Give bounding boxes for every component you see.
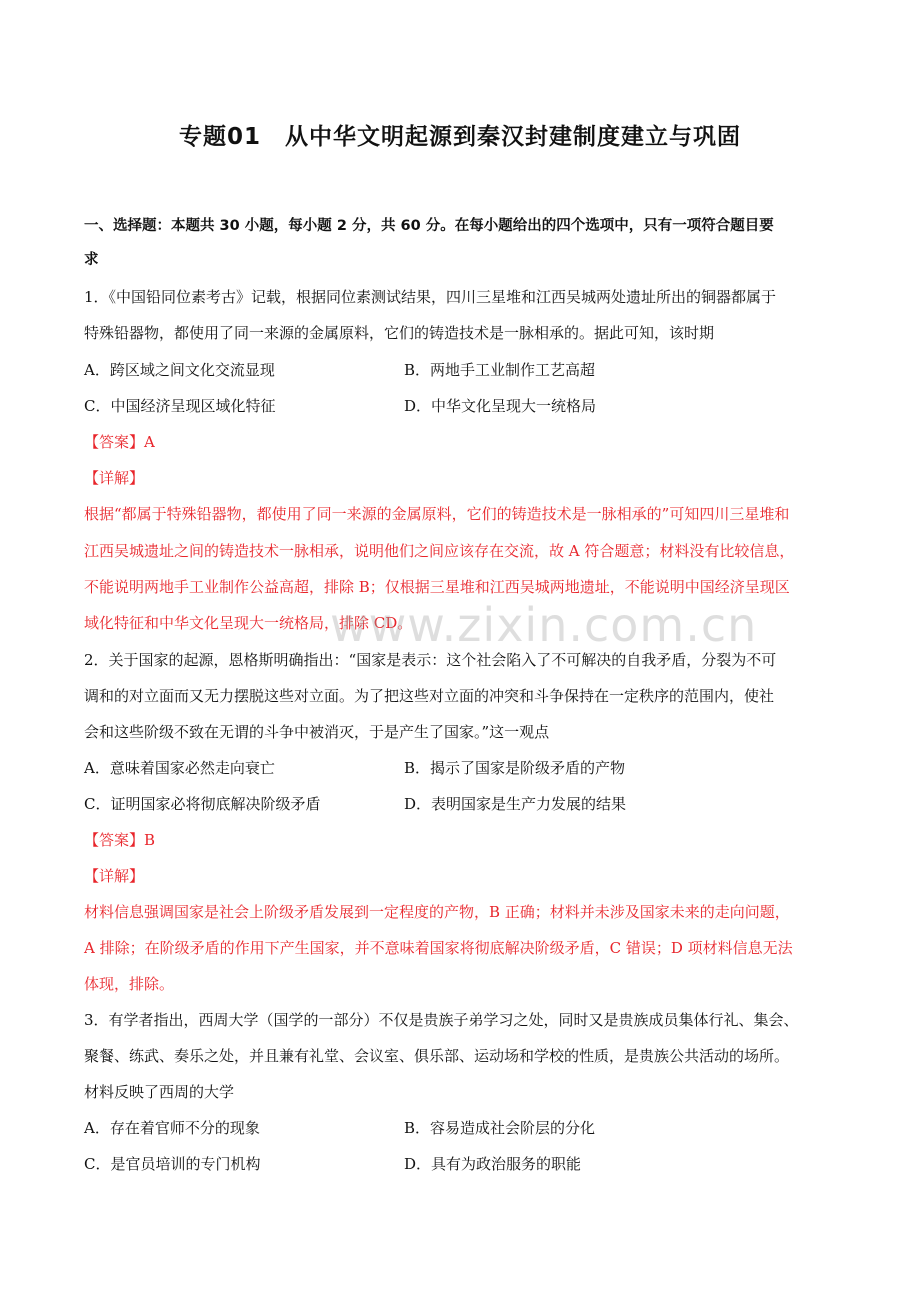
q3-option-a: A．存在着官师不分的现象 <box>84 1119 260 1137</box>
q1-detail-line3: 不能说明两地手工业制作公益高超，排除 B；仅根据三星堆和江西吴城两地遗址，不能说明中国经济呈现区 <box>84 578 790 596</box>
q2-option-c: C．证明国家必将彻底解决阶级矛盾 <box>84 795 321 813</box>
page-title: 专题01 从中华文明起源到秦汉封建制度建立与巩固 <box>178 124 741 150</box>
q1-option-d: D．中华文化呈现大一统格局 <box>404 397 597 415</box>
q2-detail-line3: 体现，排除。 <box>84 975 175 993</box>
q2-option-b: B．揭示了国家是阶级矛盾的产物 <box>404 759 626 777</box>
q2-detail-line2: A 排除；在阶级矛盾的作用下产生国家，并不意味着国家将彻底解决阶级矛盾，C 错误；D 项材料信息无法 <box>84 939 793 957</box>
q3-stem-cont2: 材料反映了西周的大学 <box>84 1083 235 1101</box>
q1-options-row1 <box>84 360 844 380</box>
q3-stem: 3．有学者指出，西周大学（国学的一部分）不仅是贵族子弟学习之处，同时又是贵族成员集体行礼、集会、 <box>84 1011 799 1029</box>
q2-detail-line1: 材料信息强调国家是社会上阶级矛盾发展到一定程度的产物，B 正确；材料并未涉及国家未来的走向问题， <box>84 903 790 921</box>
q1-detail-line4: 域化特征和中华文化呈现大一统格局，排除 CD。 <box>84 614 413 632</box>
q3-stem-cont1: 聚餐、练武、奏乐之处，并且兼有礼堂、会议室、俱乐部、运动场和学校的性质，是贵族公共活动的场所。 <box>84 1047 790 1065</box>
q2-answer <box>84 830 844 850</box>
q1-stem-cont: 特殊铅器物，都使用了同一来源的金属原料，它们的铸造技术是一脉相承的。据此可知，该时期 <box>84 324 715 342</box>
q1-options-row2 <box>84 396 844 416</box>
q1-answer-value: A <box>144 433 155 451</box>
q1-detail-tag: 【详解】 <box>84 469 145 487</box>
q2-answer-value: B <box>144 831 156 849</box>
q2-detail-tag: 【详解】 <box>84 867 145 885</box>
q3-options-row2 <box>84 1154 844 1174</box>
q1-option-b: B．两地手工业制作工艺高超 <box>404 361 596 379</box>
q1-answer <box>84 432 844 452</box>
q2-options-row2 <box>84 794 844 814</box>
q1-option-c: C．中国经济呈现区域化特征 <box>84 397 276 415</box>
q3-option-c: C．是官员培训的专门机构 <box>84 1155 261 1173</box>
q2-options-row1 <box>84 758 844 778</box>
q2-stem: 2．关于国家的起源，恩格斯明确指出：“国家是表示：这个社会陷入了不可解决的自我矛盾，分裂为不可 <box>84 651 777 669</box>
q1-detail-line1: 根据“都属于特殊铅器物，都使用了同一来源的金属原料，它们的铸造技术是一脉相承的”可知四川三星堆和 <box>84 505 790 523</box>
q1-option-a: A．跨区域之间文化交流显现 <box>84 361 275 379</box>
q2-stem-cont1: 调和的对立面而又无力摆脱这些对立面。为了把这些对立面的冲突和斗争保持在一定秩序的范围内，使社 <box>84 687 775 705</box>
section-heading-cont: 求 <box>84 252 99 268</box>
q1-answer-tag: 【答案】 <box>84 433 145 451</box>
q3-option-b: B．容易造成社会阶层的分化 <box>404 1119 596 1137</box>
section-heading: 一、选择题：本题共 30 小题，每小题 2 分，共 60 分。在每小题给出的四个选项中，只有一项符合题目要 <box>84 218 774 234</box>
q1-stem: 1．《中国铅同位素考古》记载，根据同位素测试结果，四川三星堆和江西吴城两处遗址所出的铜器都属于 <box>84 288 777 306</box>
q2-answer-tag: 【答案】 <box>84 831 145 849</box>
q2-option-a: A．意味着国家必然走向衰亡 <box>84 759 275 777</box>
q3-option-d: D．具有为政治服务的职能 <box>404 1155 582 1173</box>
q1-detail-line2: 江西吴城遗址之间的铸造技术一脉相承，说明他们之间应该存在交流，故 A 符合题意；材料没有比较信息， <box>84 542 795 560</box>
watermark: www.zixin.com.cn <box>330 598 758 652</box>
q3-options-row1 <box>84 1118 844 1138</box>
q2-stem-cont2: 会和这些阶级不致在无谓的斗争中被消灭，于是产生了国家。”这一观点 <box>84 723 550 741</box>
q2-option-d: D．表明国家是生产力发展的结果 <box>404 795 627 813</box>
